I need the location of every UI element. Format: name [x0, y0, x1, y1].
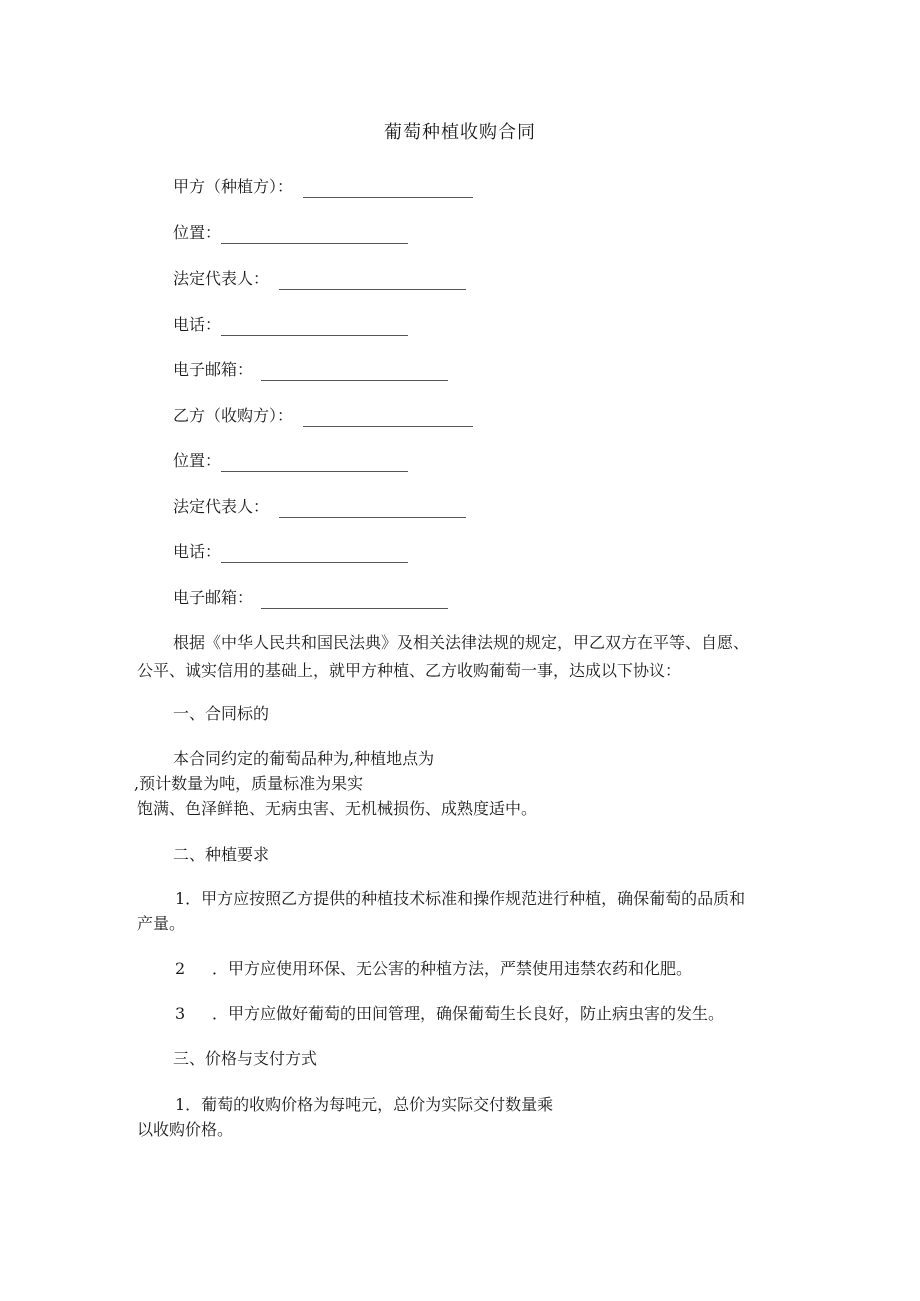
party-b-email-field [173, 587, 448, 609]
party-a-rep-blank[interactable] [279, 273, 466, 290]
party-a-rep-label: 法定代表人： [173, 269, 270, 288]
party-a-email-label: 电子邮箱： [173, 360, 254, 379]
section-3-item-1-line-1: 1．葡萄的收购价格为每吨元，总价为实际交付数量乘 [175, 1095, 554, 1114]
section-2-heading: 二、种植要求 [173, 845, 270, 864]
party-a-rep-field [173, 268, 466, 290]
party-b-name-field [173, 405, 473, 427]
party-a-name-blank[interactable] [303, 181, 473, 198]
party-b-name-blank[interactable] [303, 410, 473, 427]
section-1-line-1: 本合同约定的葡萄品种为,种植地点为 [173, 749, 435, 768]
preamble-line-2: 公平、诚实信用的基础上，就甲方种植、乙方收购葡萄一事，达成以下协议： [137, 661, 682, 680]
party-b-phone-label: 电话： [173, 542, 222, 561]
section-2-item-1-line-1: 1．甲方应按照乙方提供的种植技术标准和操作规范进行种植，确保葡萄的品质和 [175, 889, 746, 908]
party-b-location-blank[interactable] [221, 455, 408, 472]
party-a-email-blank[interactable] [261, 364, 448, 381]
party-b-rep-field [173, 496, 466, 518]
party-b-email-label: 电子邮箱： [173, 588, 254, 607]
preamble-line-1: 根据《中华人民共和国民法典》及相关法律法规的规定，甲乙双方在平等、自愿、 [173, 633, 750, 652]
section-3-item-1-line-2: 以收购价格。 [137, 1120, 234, 1139]
section-3-heading: 三、价格与支付方式 [173, 1049, 318, 1068]
party-a-name-label: 甲方（种植方）： [173, 177, 294, 196]
section-1-heading: 一、合同标的 [173, 704, 270, 723]
party-a-phone-field [173, 314, 408, 336]
party-b-phone-field [173, 541, 408, 563]
section-1-line-2: ,预计数量为吨，质量标准为果实 [134, 774, 364, 793]
section-2-item-3-number: 3 [175, 1004, 186, 1023]
party-a-location-blank[interactable] [221, 227, 408, 244]
section-2-item-1-line-2: 产量。 [137, 914, 186, 933]
party-a-email-field [173, 359, 448, 381]
party-a-name-field [173, 176, 473, 198]
party-b-phone-blank[interactable] [221, 546, 408, 563]
party-a-phone-label: 电话： [173, 315, 222, 334]
party-b-location-field [173, 450, 408, 472]
section-2-item-2-text: ．甲方应使用环保、无公害的种植方法，严禁使用违禁农药和化肥。 [212, 959, 693, 978]
party-b-email-blank[interactable] [261, 592, 448, 609]
party-a-location-field [173, 222, 408, 244]
party-a-phone-blank[interactable] [221, 319, 408, 336]
section-1-line-3: 饱满、色泽鲜艳、无病虫害、无机械损伤、成熟度适中。 [137, 799, 538, 818]
party-b-location-label: 位置： [173, 451, 222, 470]
party-b-rep-label: 法定代表人： [173, 497, 270, 516]
party-b-rep-blank[interactable] [279, 501, 466, 518]
section-2-item-3-text: ．甲方应做好葡萄的田间管理，确保葡萄生长良好，防止病虫害的发生。 [212, 1004, 725, 1023]
document-title: 葡萄种植收购合同 [384, 122, 536, 143]
party-b-name-label: 乙方（收购方）： [173, 406, 294, 425]
section-2-item-2-number: 2 [175, 959, 186, 978]
party-a-location-label: 位置： [173, 223, 222, 242]
